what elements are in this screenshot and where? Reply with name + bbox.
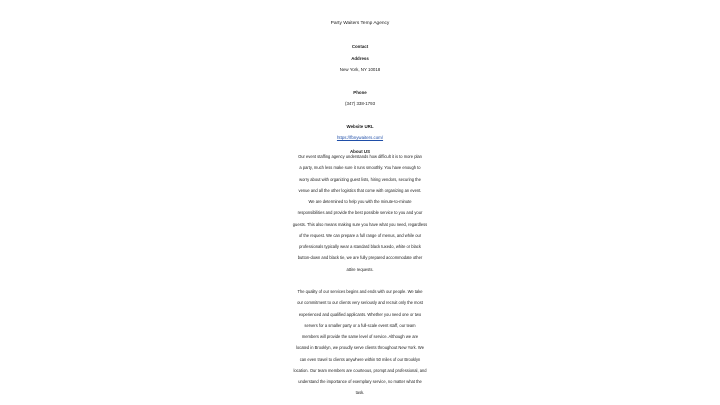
paragraph-line: attire requests. [346,266,374,272]
paragraph-line: The quality of our services begins and ends with our people. We take [297,289,423,294]
paragraph-line: location. Our team members are courteous, prompt and professional, and [293,367,427,373]
paragraph-line: servers for a smaller party or a full-scale event staff, our team [304,322,416,328]
document-title: Party Waiters Temp Agency [330,21,390,26]
about-heading: About US [350,149,370,154]
phone-label: Phone [353,90,367,95]
paragraph-line: our commitment to our clients very seriously and recruit only the most [297,300,423,306]
paragraph-line: can even travel to clients anywhere within 50 miles of our Brooklyn [299,356,421,362]
address-label: Address [351,56,369,61]
paragraph-line: button-down and black tie, we are fully prepared accommodate other [297,255,423,261]
paragraph-line: members will provide the same level of service. Although we are [301,334,419,339]
paragraph-line: a party, much less make sure it runs smoothly. You have enough to [299,165,421,171]
address-value: New York, NY 10018 [339,67,381,72]
paragraph-line: located in Brooklyn, we proudly serve clients throughout New York. We [295,345,425,351]
paragraph-line: We are determined to help you with the minute-to-minute [308,199,412,204]
paragraph-line: of the request. We can prepare a full range of menus, and while our [298,232,422,238]
contact-heading: Contact [351,44,369,49]
website-link[interactable]: https://fbnywaiters.com/ [336,135,384,140]
paragraph-line: responsibilities and provide the best possible service to you and your [297,210,423,216]
paragraph-line: worry about with organizing guest lists, hiring vendors, securing the [299,176,421,182]
about-paragraph-2 [290,286,430,399]
paragraph-line: task. [355,390,365,396]
website-label: Website URL [346,124,374,129]
paragraph-line: Our event staffing agency understands how difficult it is to more plan [298,154,422,159]
paragraph-line: understand the importance of exemplary service, no matter what the [298,379,422,384]
paragraph-line: professionals typically wear a standard black tuxedo, white or black [299,244,421,249]
website-value-wrapper [0,135,720,140]
paragraph-line: venue and all the other logistics that come with organizing an event. [298,187,422,193]
paragraph-line: guests. This also means making sure you have what you need, regardless [292,221,428,227]
paragraph-line: experienced and qualified applicants. Whether you need one or two [298,311,422,317]
phone-value: (347) 338-1793 [344,101,376,106]
about-paragraph-1 [290,151,430,275]
